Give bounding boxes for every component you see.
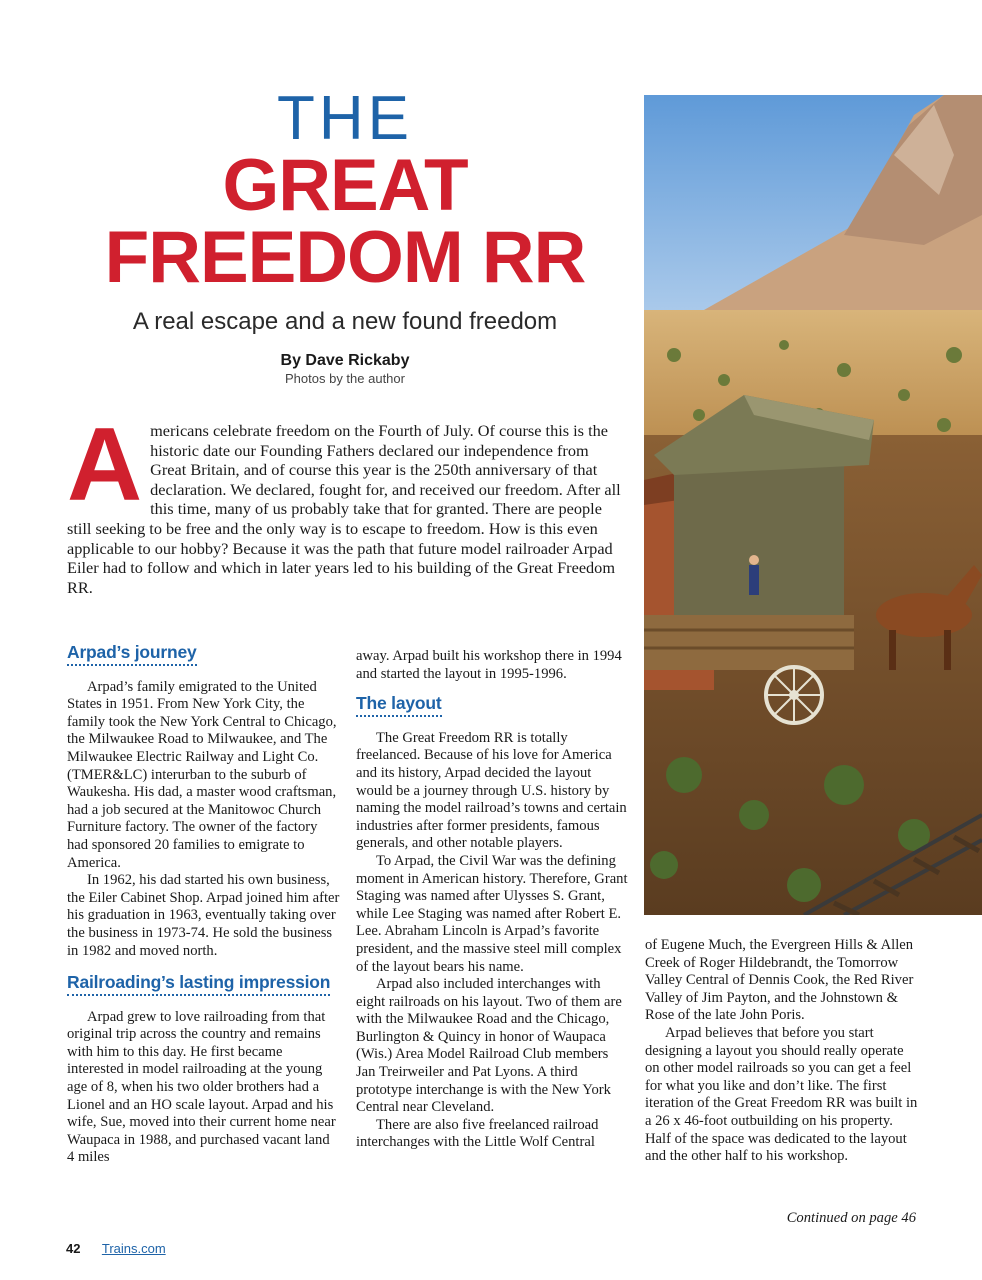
subhead-the-layout: The layout: [356, 695, 442, 717]
subhead-railroadings-lasting-impression: Railroading’s lasting impression: [67, 974, 330, 996]
body-paragraph: Arpad grew to love railroading from that original trip across the country and remains with him to this day. He first became interested in model railroading at the young age of 8, when his two older brothers had a Lionel and an HO scale layout. Arpad and his wife, Sue, moved into their current home near Waupaca in 1988, and purchased vacant land 4 miles: [67, 1008, 336, 1166]
photo-credit: Photos by the author: [285, 371, 405, 386]
title-line-2: FREEDOM RR: [104, 217, 586, 298]
title-kicker: THE: [277, 84, 413, 153]
figure-head: [749, 555, 759, 565]
drop-cap: A: [67, 407, 143, 523]
body-paragraph: Arpad also included interchanges with eight railroads on his layout. Two of them are with the Milwaukee Road and the Chicago, Burlington & Quincy in honor of Waupaca (Wis.) Area Model Railroad Club members Jan Treirweiler and Pat Lyons. A third prototype interchange is with the New York Central near Cleveland.: [356, 976, 622, 1116]
deck-subtitle: A real escape and a new found freedom: [132, 308, 558, 335]
body-paragraph: away. Arpad built his workshop there in 1994 and started the layout in 1995-1996.: [356, 648, 622, 682]
body-paragraph: of Eugene Much, the Evergreen Hills & Allen Creek of Roger Hildebrandt, the Tomorrow Valley Central of Dennis Cook, the Red River Valley of Jim Payton, and the Johnstown & Rose of the late John Poris.: [645, 937, 914, 1024]
continued-notice: Continued on page 46: [786, 1210, 916, 1226]
figure: [749, 565, 759, 595]
body-paragraph: The Great Freedom RR is totally freelanced. Because of his love for America and its history, Arpad decided the layout would be a journey through U.S. history by naming the model railroad’s towns and certain industries after former presidents, famous generals, and other notable players.: [356, 729, 627, 852]
intro-text: mericans celebrate freedom on the Fourth of July. Of course this is the historic date our Founding Fathers declared our independence from Great Britain, and of course this year is the 250th anniversary of that declaration. We declared, fought for, and received our freedom. After all this time, many of us probably take that for granted. There are people still seeking to be free and the only way is to escape to freedom. How is this even applicable to our hobby? Because it was the path that future model railroader Arpad Eiler had to follow and which in later years led to his building of the Great Freedom RR.: [67, 421, 621, 597]
column-1: [67, 644, 340, 1167]
diorama-illustration: [644, 95, 982, 915]
layout-photo: [644, 95, 982, 915]
article-header: [60, 84, 630, 386]
body-paragraph: There are also five freelanced railroad interchanges with the Little Wolf Central: [356, 1116, 599, 1151]
column-3: [645, 937, 920, 1166]
column-2: [356, 648, 628, 1152]
body-paragraph: In 1962, his dad started his own business, the Eiler Cabinet Shop. Arpad joined him after his graduation in 1963, eventually taking over the business in 1973-74. He sold the business in 1982 and moved north.: [67, 872, 340, 959]
intro-paragraph: [67, 407, 627, 597]
title-line-1: GREAT: [222, 145, 468, 226]
page-number: 42: [66, 1241, 81, 1256]
body-paragraph: Arpad’s family emigrated to the United States in 1951. From New York City, the family took the New York Central to Chicago, the Milwaukee Road to Milwaukee, and The Milwaukee Electric Railway and Light Co. (TMER&LC) interurban to the suburb of Waukesha. His dad, a master wood craftsman, had a job secured at the Manitowoc Church Furniture factory. The owner of the factory had sponsored 20 families to emigrate to America.: [67, 678, 337, 871]
site-link[interactable]: Trains.com: [101, 1241, 166, 1256]
subhead-arpads-journey: Arpad’s journey: [67, 644, 197, 666]
byline: By Dave Rickaby: [280, 352, 410, 369]
body-paragraph: Arpad believes that before you start designing a layout you should really operate on other model railroads so you can get a feel for what you like and don’t like. The first iteration of the Great Freedom RR was built in a 26 x 46-foot outbuilding on his property. Half of the space was dedicated to the layout and the other half to his workshop.: [645, 1024, 918, 1165]
body-paragraph: To Arpad, the Civil War was the defining moment in American history. Therefore, Grant Staging was named after Ulysses S. Grant, while Lee Staging was named after Robert E. Lee. Abraham Lincoln is Arpad’s favorite president, and the massive steel mill complex of the layout bears his name.: [356, 852, 628, 975]
page-footer: [66, 1241, 166, 1256]
